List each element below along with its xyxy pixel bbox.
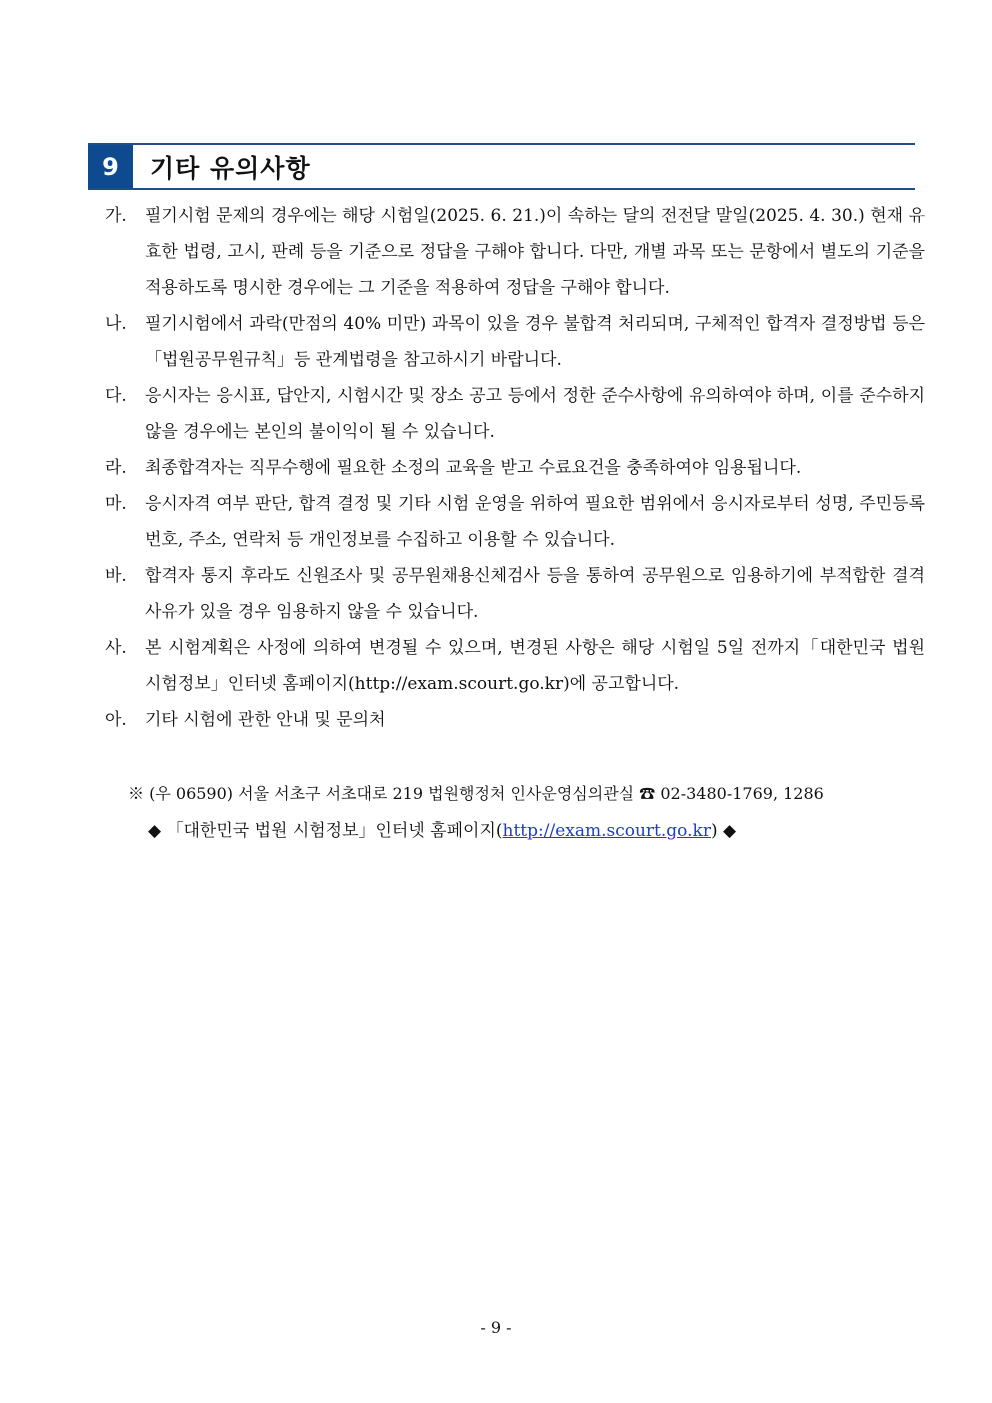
list-item: [105, 378, 925, 450]
diamond-icon: ◆: [148, 821, 162, 841]
page-number: - 9 -: [480, 1318, 512, 1337]
item-marker: 다.: [105, 386, 127, 406]
reference-mark: ※: [128, 784, 145, 803]
item-text: 필기시험 문제의 경우에는 해당 시험일(2025. 6. 21.)이 속하는 달의 전전달 말일(2025. 4. 30.) 현재 유효한 법령, 고시, 판례 등을 기준으로 정답을 구해야 합니다. 다만, 개별 과목 또는 문항에서 별도의 기준을 적용하도록 명시한 경우에는 그 기준을 적용하여 정답을 구해야 합니다.: [145, 206, 925, 298]
item-text: 응시자는 응시표, 답안지, 시험시간 및 장소 공고 등에서 정한 준수사항에 유의하여야 하며, 이를 준수하지 않을 경우에는 본인의 불이익이 될 수 있습니다.: [145, 386, 925, 442]
website-close: ): [710, 821, 718, 841]
contact-phone: 02-3480-1769, 1286: [660, 784, 824, 803]
item-marker: 나.: [105, 314, 127, 334]
section-number: 9: [88, 145, 133, 188]
contact-address: (우 06590) 서울 서초구 서초대로 219 법원행정처 인사운영심의관실: [149, 784, 635, 803]
list-item: [105, 306, 925, 378]
item-text: 합격자 통지 후라도 신원조사 및 공무원채용신체검사 등을 통하여 공무원으로 임용하기에 부적합한 결격사유가 있을 경우 임용하지 않을 수 있습니다.: [145, 566, 925, 622]
section-header: [88, 143, 915, 190]
list-item: [105, 630, 925, 702]
item-marker: 아.: [105, 710, 127, 730]
item-marker: 라.: [105, 458, 127, 478]
phone-icon: ☎: [639, 784, 656, 803]
list-item: [105, 558, 925, 630]
item-marker: 바.: [105, 566, 127, 586]
list-item: [105, 450, 925, 486]
item-text: 응시자격 여부 판단, 합격 결정 및 기타 시험 운영을 위하여 필요한 범위에서 응시자로부터 성명, 주민등록번호, 주소, 연락처 등 개인정보를 수집하고 이용할 수 있습니다.: [145, 494, 925, 550]
item-marker: 가.: [105, 206, 127, 226]
list-item: [105, 198, 925, 306]
contact-info: [128, 779, 918, 841]
contact-website-line: [148, 816, 736, 846]
notice-list: [105, 198, 925, 738]
item-text: 본 시험계획은 사정에 의하여 변경될 수 있으며, 변경된 사항은 해당 시험일 5일 전까지「대한민국 법원 시험정보」인터넷 홈페이지(http://exam.scourt.go.kr)에 공고합니다.: [145, 638, 925, 694]
website-label: 「대한민국 법원 시험정보」인터넷 홈페이지(: [166, 821, 503, 841]
item-marker: 사.: [105, 638, 127, 658]
item-text: 최종합격자는 직무수행에 필요한 소정의 교육을 받고 수료요건을 충족하여야 임용됩니다.: [145, 458, 802, 478]
diamond-icon: ◆: [723, 821, 737, 841]
item-text: 기타 시험에 관한 안내 및 문의처: [145, 710, 386, 730]
section-title: 기타 유의사항: [150, 153, 311, 183]
contact-address-line: [128, 779, 918, 809]
list-item: [105, 702, 925, 738]
item-marker: 마.: [105, 494, 127, 514]
item-text: 필기시험에서 과락(만점의 40% 미만) 과목이 있을 경우 불합격 처리되며, 구체적인 합격자 결정방법 등은 「법원공무원규칙」등 관계법령을 참고하시기 바랍니다.: [145, 314, 925, 370]
list-item: [105, 486, 925, 558]
website-link[interactable]: http://exam.scourt.go.kr: [502, 821, 711, 841]
